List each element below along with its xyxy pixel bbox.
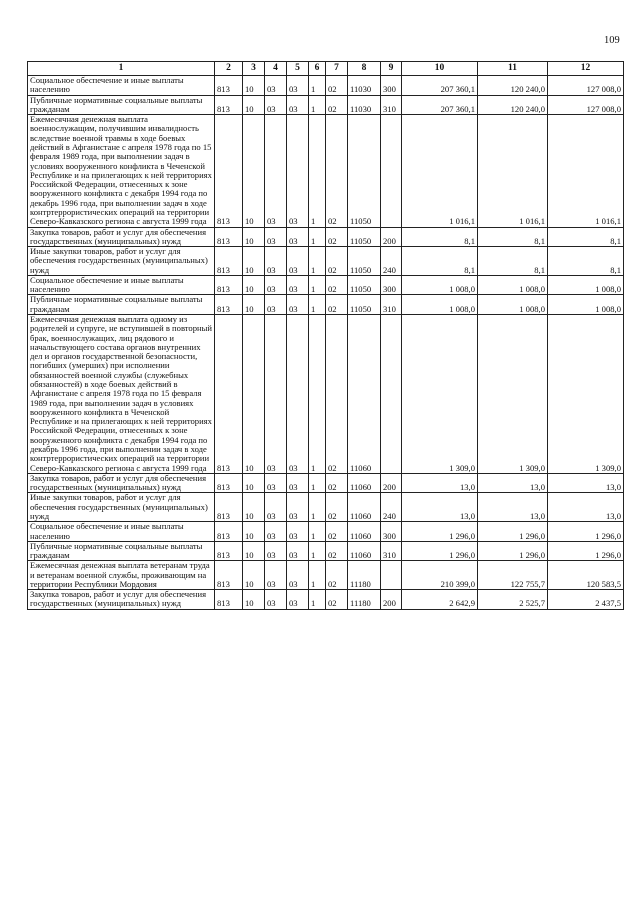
amount-year-3: 13,0 [548,493,624,522]
section-code: 10 [243,522,265,542]
table-row [28,95,624,115]
ministry-code: 813 [215,493,243,522]
subprogram-code: 1 [309,115,326,227]
expense-type-code: 200 [381,227,402,247]
column-header: 2 [215,62,243,76]
expense-type-code: 310 [381,541,402,561]
subprogram-code: 1 [309,76,326,96]
program-code: 03 [287,275,309,295]
subsection-code: 03 [265,522,287,542]
event-code: 02 [326,541,348,561]
column-header: 4 [265,62,287,76]
amount-year-3: 13,0 [548,473,624,493]
ministry-code: 813 [215,227,243,247]
expense-type-code [381,115,402,227]
column-header: 11 [478,62,548,76]
direction-code: 11030 [348,76,381,96]
direction-code: 11050 [348,295,381,315]
direction-code: 11050 [348,115,381,227]
amount-year-3: 1 008,0 [548,275,624,295]
amount-year-1: 13,0 [402,473,478,493]
section-code: 10 [243,95,265,115]
amount-year-1: 1 309,0 [402,315,478,474]
table-row [28,295,624,315]
table-header-row [28,62,624,76]
direction-code: 11050 [348,247,381,276]
section-code: 10 [243,561,265,590]
expense-type-code: 310 [381,95,402,115]
subsection-code: 03 [265,95,287,115]
subsection-code: 03 [265,76,287,96]
amount-year-1: 1 016,1 [402,115,478,227]
subsection-code: 03 [265,227,287,247]
program-code: 03 [287,541,309,561]
expense-type-code [381,561,402,590]
item-name: Иные закупки товаров, работ и услуг для обеспечения государственных (муниципальных) нужд [28,493,215,522]
amount-year-3: 127 008,0 [548,95,624,115]
item-name: Публичные нормативные социальные выплаты гражданам [28,295,215,315]
ministry-code: 813 [215,275,243,295]
direction-code: 11060 [348,315,381,474]
amount-year-2: 1 008,0 [478,275,548,295]
section-code: 10 [243,275,265,295]
amount-year-1: 2 642,9 [402,590,478,610]
direction-code: 11060 [348,541,381,561]
subprogram-code: 1 [309,473,326,493]
ministry-code: 813 [215,295,243,315]
amount-year-3: 1 296,0 [548,522,624,542]
event-code: 02 [326,561,348,590]
subsection-code: 03 [265,541,287,561]
program-code: 03 [287,76,309,96]
amount-year-2: 13,0 [478,473,548,493]
amount-year-2: 120 240,0 [478,95,548,115]
event-code: 02 [326,590,348,610]
amount-year-3: 8,1 [548,247,624,276]
program-code: 03 [287,473,309,493]
section-code: 10 [243,590,265,610]
amount-year-2: 122 755,7 [478,561,548,590]
event-code: 02 [326,95,348,115]
item-name: Закупка товаров, работ и услуг для обеспечения государственных (муниципальных) нужд [28,227,215,247]
column-header: 7 [326,62,348,76]
amount-year-3: 127 008,0 [548,76,624,96]
subsection-code: 03 [265,295,287,315]
section-code: 10 [243,76,265,96]
amount-year-2: 1 008,0 [478,295,548,315]
expense-type-code: 300 [381,522,402,542]
subprogram-code: 1 [309,493,326,522]
amount-year-1: 210 399,0 [402,561,478,590]
ministry-code: 813 [215,115,243,227]
table-row [28,493,624,522]
direction-code: 11180 [348,590,381,610]
item-name: Закупка товаров, работ и услуг для обеспечения государственных (муниципальных) нужд [28,473,215,493]
table-row [28,227,624,247]
program-code: 03 [287,295,309,315]
column-header: 12 [548,62,624,76]
event-code: 02 [326,227,348,247]
program-code: 03 [287,590,309,610]
direction-code: 11050 [348,227,381,247]
table-body [28,76,624,610]
amount-year-3: 8,1 [548,227,624,247]
table-row [28,590,624,610]
subprogram-code: 1 [309,590,326,610]
subsection-code: 03 [265,315,287,474]
program-code: 03 [287,247,309,276]
amount-year-2: 1 296,0 [478,541,548,561]
amount-year-3: 2 437,5 [548,590,624,610]
subsection-code: 03 [265,561,287,590]
table-row [28,541,624,561]
amount-year-1: 1 296,0 [402,541,478,561]
amount-year-1: 207 360,1 [402,76,478,96]
page-number: 109 [604,35,620,46]
subprogram-code: 1 [309,95,326,115]
table-row [28,247,624,276]
event-code: 02 [326,115,348,227]
column-header: 8 [348,62,381,76]
amount-year-3: 1 296,0 [548,541,624,561]
subsection-code: 03 [265,275,287,295]
amount-year-2: 13,0 [478,493,548,522]
item-name: Социальное обеспечение и иные выплаты населению [28,522,215,542]
direction-code: 11060 [348,522,381,542]
amount-year-2: 8,1 [478,247,548,276]
table-row [28,76,624,96]
item-name: Публичные нормативные социальные выплаты гражданам [28,541,215,561]
amount-year-3: 1 008,0 [548,295,624,315]
item-name: Иные закупки товаров, работ и услуг для обеспечения государственных (муниципальных) нужд [28,247,215,276]
expense-type-code: 200 [381,590,402,610]
expense-type-code: 300 [381,275,402,295]
event-code: 02 [326,473,348,493]
section-code: 10 [243,315,265,474]
expense-type-code: 240 [381,247,402,276]
ministry-code: 813 [215,561,243,590]
column-header: 1 [28,62,215,76]
column-header: 10 [402,62,478,76]
amount-year-3: 1 309,0 [548,315,624,474]
amount-year-2: 1 016,1 [478,115,548,227]
direction-code: 11060 [348,473,381,493]
expense-type-code: 310 [381,295,402,315]
ministry-code: 813 [215,95,243,115]
section-code: 10 [243,295,265,315]
amount-year-2: 8,1 [478,227,548,247]
subprogram-code: 1 [309,247,326,276]
table-row [28,473,624,493]
item-name: Ежемесячная денежная выплата военнослужащим, получившим инвалидность вследствие военной травмы в ходе боевых действий в Афганистане с апреля 1978 года по 15 февраля 1989 года, при выполнении задач в условиях вооруженного конфликта в Чеченской Республике и на прилегающих к ней территориях Российской Федерации, отнесенных к зоне вооруженного конфликта с декабря 1994 года по декабрь 1996 года, при выполнении задач в ходе контртеррористических операций на территории Северо-Кавказского региона с августа 1999 года [28,115,215,227]
table-row [28,115,624,227]
subsection-code: 03 [265,590,287,610]
ministry-code: 813 [215,315,243,474]
program-code: 03 [287,315,309,474]
section-code: 10 [243,247,265,276]
amount-year-2: 120 240,0 [478,76,548,96]
event-code: 02 [326,295,348,315]
section-code: 10 [243,541,265,561]
program-code: 03 [287,522,309,542]
event-code: 02 [326,76,348,96]
direction-code: 11180 [348,561,381,590]
event-code: 02 [326,522,348,542]
amount-year-2: 1 309,0 [478,315,548,474]
ministry-code: 813 [215,522,243,542]
table-row [28,275,624,295]
direction-code: 11060 [348,493,381,522]
subsection-code: 03 [265,247,287,276]
program-code: 03 [287,115,309,227]
table-row [28,315,624,474]
ministry-code: 813 [215,473,243,493]
amount-year-1: 8,1 [402,227,478,247]
ministry-code: 813 [215,76,243,96]
subprogram-code: 1 [309,275,326,295]
item-name: Ежемесячная денежная выплата одному из родителей и супруге, не вступившей в повторный брак, военнослужащих, лиц рядового и начальствующего состава органов внутренних дел и органов государственной безопасности, погибших (умерших) при исполнении обязанностей военной службы (служебных обязанностей) в ходе боевых действий в Афганистане с апреля 1978 года по 15 февраля 1989 года, при выполнении задач в условиях вооруженного конфликта в Чеченской Республике и на прилегающих к ней территориях Российской Федерации, отнесенных к зоне вооруженного конфликта с декабря 1994 года по декабрь 1996 года, при выполнении задач в ходе контртеррористических операций на территории Северо-Кавказского региона с августа 1999 года [28,315,215,474]
subsection-code: 03 [265,115,287,227]
program-code: 03 [287,561,309,590]
amount-year-1: 1 008,0 [402,295,478,315]
program-code: 03 [287,493,309,522]
event-code: 02 [326,275,348,295]
direction-code: 11050 [348,275,381,295]
subprogram-code: 1 [309,227,326,247]
direction-code: 11030 [348,95,381,115]
expense-type-code: 300 [381,76,402,96]
subprogram-code: 1 [309,522,326,542]
amount-year-1: 1 008,0 [402,275,478,295]
section-code: 10 [243,227,265,247]
section-code: 10 [243,493,265,522]
amount-year-2: 1 296,0 [478,522,548,542]
program-code: 03 [287,227,309,247]
item-name: Социальное обеспечение и иные выплаты населению [28,275,215,295]
subsection-code: 03 [265,473,287,493]
subprogram-code: 1 [309,561,326,590]
expense-type-code: 240 [381,493,402,522]
column-header: 5 [287,62,309,76]
amount-year-3: 1 016,1 [548,115,624,227]
section-code: 10 [243,115,265,227]
amount-year-1: 1 296,0 [402,522,478,542]
event-code: 02 [326,247,348,276]
expense-type-code [381,315,402,474]
table-row [28,561,624,590]
column-header: 9 [381,62,402,76]
item-name: Закупка товаров, работ и услуг для обеспечения государственных (муниципальных) нужд [28,590,215,610]
section-code: 10 [243,473,265,493]
amount-year-2: 2 525,7 [478,590,548,610]
subprogram-code: 1 [309,295,326,315]
amount-year-1: 13,0 [402,493,478,522]
column-header: 3 [243,62,265,76]
table-row [28,522,624,542]
amount-year-1: 8,1 [402,247,478,276]
program-code: 03 [287,95,309,115]
column-header: 6 [309,62,326,76]
event-code: 02 [326,315,348,474]
item-name: Социальное обеспечение и иные выплаты населению [28,76,215,96]
subsection-code: 03 [265,493,287,522]
ministry-code: 813 [215,247,243,276]
ministry-code: 813 [215,590,243,610]
budget-table [27,61,624,610]
subprogram-code: 1 [309,315,326,474]
ministry-code: 813 [215,541,243,561]
item-name: Ежемесячная денежная выплата ветеранам труда и ветеранам военной службы, проживающим на территории Республики Мордовия [28,561,215,590]
event-code: 02 [326,493,348,522]
subprogram-code: 1 [309,541,326,561]
amount-year-3: 120 583,5 [548,561,624,590]
expense-type-code: 200 [381,473,402,493]
item-name: Публичные нормативные социальные выплаты гражданам [28,95,215,115]
amount-year-1: 207 360,1 [402,95,478,115]
